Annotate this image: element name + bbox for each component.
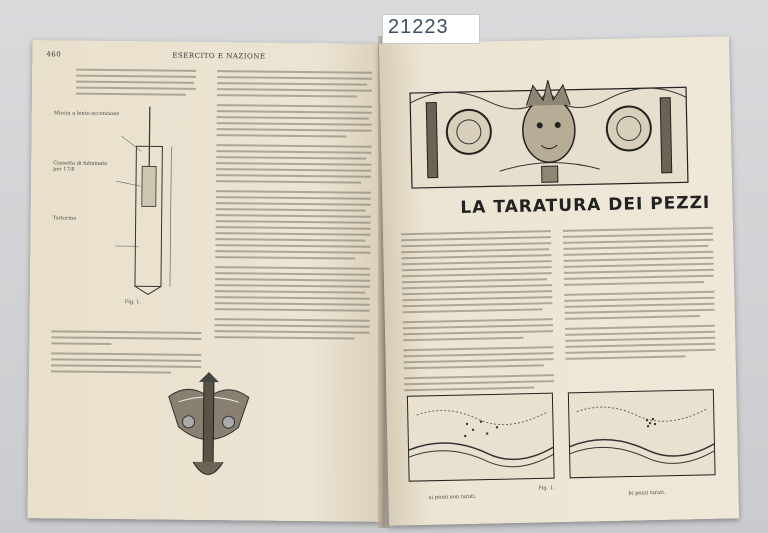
article-title: LA TARATURA DEI PEZZI: [460, 192, 711, 219]
catalog-number: 21223: [388, 16, 449, 38]
map-sub-right: b) pezzi tarati.: [628, 489, 666, 497]
left-figure-caption: Fig. 1.: [124, 299, 142, 306]
left-page: [28, 40, 388, 522]
map-sub-left: a) pezzi non tarati.: [428, 493, 477, 501]
fasces-emblem: [158, 371, 259, 492]
decorative-header-banner: [408, 67, 690, 193]
page-number: 460: [46, 50, 62, 59]
right-page: [379, 36, 739, 525]
right-figure-caption: Fig. 1.: [538, 485, 555, 492]
firing-maps-figure: [406, 389, 718, 485]
running-head: ESERCITO E NAZIONE: [172, 51, 266, 61]
diagram-label-middle: Cassetta di fulminato per 17/8: [53, 160, 108, 173]
diagram-label-top: Miccia a lento accensione: [53, 110, 120, 118]
diagram-label-bottom: Tortorino: [52, 215, 77, 222]
